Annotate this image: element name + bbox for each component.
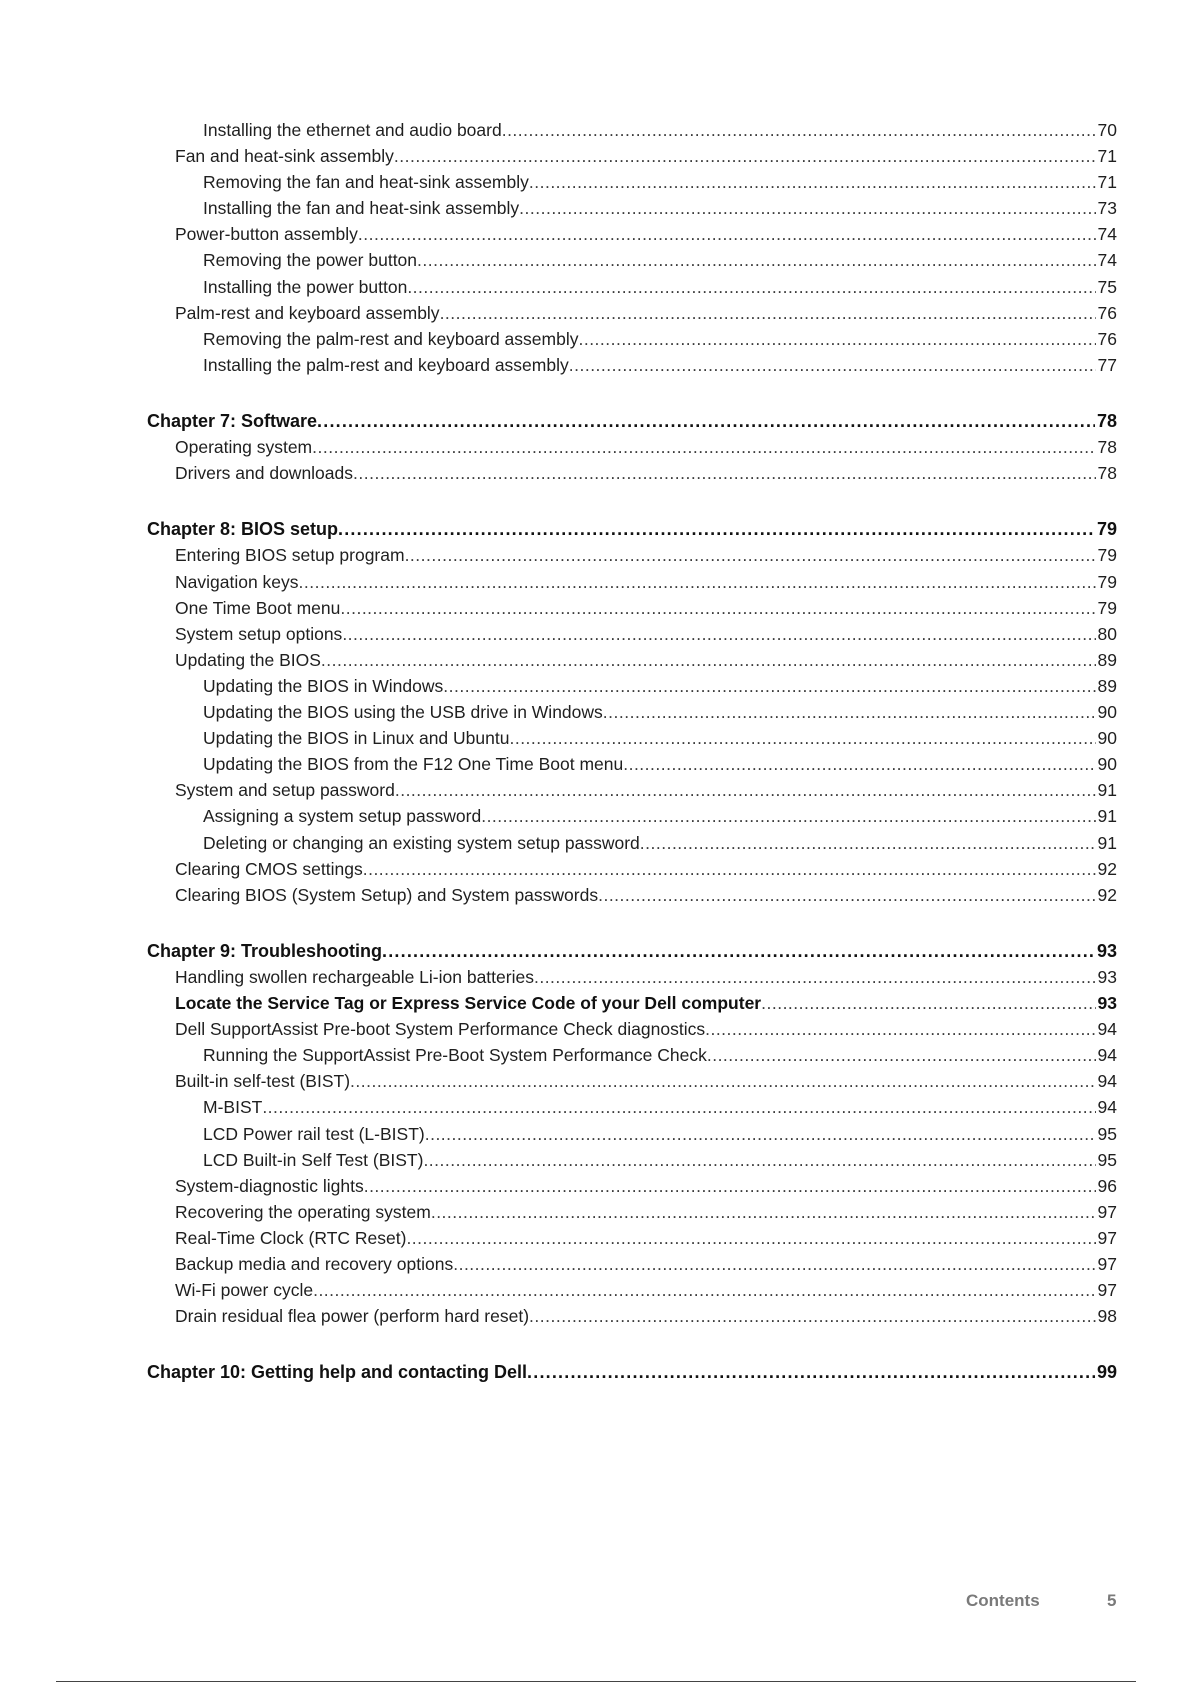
toc-entry-title: Real-Time Clock (RTC Reset) [175, 1228, 407, 1248]
toc-entry[interactable] [175, 570, 1117, 594]
toc-entry[interactable] [203, 170, 1117, 194]
toc-entry-page: 98 [1097, 1306, 1117, 1326]
dot-leader [417, 248, 1096, 272]
toc-entry-title: M-BIST [203, 1097, 263, 1117]
footer-rule [56, 1681, 1136, 1682]
toc-entry-page: 94 [1097, 1045, 1117, 1065]
toc-entry-title: System-diagnostic lights [175, 1176, 364, 1196]
toc-entry-page: 77 [1097, 355, 1117, 375]
dot-leader [519, 196, 1095, 220]
dot-leader [395, 778, 1096, 802]
dot-leader [353, 461, 1096, 485]
toc-entry-title: Removing the power button [203, 250, 418, 270]
toc-entry[interactable] [175, 435, 1117, 459]
toc-entry-title: Deleting or changing an existing system setup password [203, 833, 640, 853]
toc-entry-page: 73 [1097, 198, 1117, 218]
toc-entry-page: 97 [1097, 1254, 1117, 1274]
toc-entry[interactable] [203, 118, 1117, 142]
toc-entry-page: 95 [1097, 1150, 1117, 1170]
toc-entry-title: Recovering the operating system [175, 1202, 431, 1222]
toc-entry[interactable] [203, 1095, 1117, 1119]
toc-entry-title: Handling swollen rechargeable Li-ion batteries [175, 967, 534, 987]
toc-entry[interactable] [203, 1043, 1117, 1067]
footer-section-label: Contents [966, 1591, 1040, 1610]
toc-entry-page: 90 [1097, 728, 1117, 748]
toc-entry[interactable] [175, 1017, 1117, 1041]
toc-entry[interactable] [175, 883, 1117, 907]
toc-entry[interactable] [203, 700, 1117, 724]
toc-entry-page: 97 [1097, 1228, 1117, 1248]
toc-entry-page: 93 [1097, 993, 1117, 1013]
toc-entry-title: Navigation keys [175, 572, 299, 592]
dot-leader [340, 596, 1095, 620]
toc-entry[interactable] [175, 648, 1117, 672]
toc-entry-page: 91 [1097, 833, 1117, 853]
toc-entry-page: 94 [1097, 1019, 1117, 1039]
toc-entry-page: 93 [1097, 967, 1117, 987]
toc-entry-title: Installing the palm-rest and keyboard assembly [203, 355, 569, 375]
toc-entry-title: Power-button assembly [175, 224, 358, 244]
dot-leader [321, 648, 1096, 672]
dot-leader [705, 1017, 1095, 1041]
toc-entry-title: Built-in self-test (BIST) [175, 1071, 351, 1091]
toc-entry[interactable] [175, 144, 1117, 168]
dot-leader [761, 991, 1095, 1015]
toc-entry-title: Chapter 7: Software [147, 411, 318, 431]
dot-leader [394, 144, 1096, 168]
dot-leader [358, 222, 1096, 246]
toc-entry[interactable] [203, 196, 1117, 220]
toc-entry-title: Locate the Service Tag or Express Service Code of your Dell computer [175, 993, 762, 1013]
toc-entry-page: 97 [1097, 1202, 1117, 1222]
dot-leader [578, 327, 1095, 351]
toc-entry-page: 89 [1097, 650, 1117, 670]
dot-leader [423, 1148, 1095, 1172]
toc-entry-page: 80 [1097, 624, 1117, 644]
dot-leader [623, 752, 1095, 776]
dot-leader [502, 118, 1096, 142]
toc-entry[interactable] [175, 778, 1117, 802]
toc-entry-page: 94 [1097, 1097, 1117, 1117]
toc-entry-page: 79 [1097, 598, 1117, 618]
toc-entry[interactable] [203, 353, 1117, 377]
toc-entry[interactable] [203, 275, 1117, 299]
toc-entry-title: Updating the BIOS using the USB drive in Windows [203, 702, 603, 722]
toc-entry[interactable] [175, 461, 1117, 485]
dot-leader [440, 301, 1096, 325]
toc-entry-title: LCD Built-in Self Test (BIST) [203, 1150, 424, 1170]
toc-entry-page: 91 [1097, 806, 1117, 826]
toc-entry-title: One Time Boot menu [175, 598, 341, 618]
toc-entry-title: Updating the BIOS [175, 650, 321, 670]
toc-entry[interactable] [175, 857, 1117, 881]
toc-entry-title: Updating the BIOS in Windows [203, 676, 444, 696]
footer-page-number: 5 [1107, 1591, 1117, 1610]
toc-entry[interactable] [175, 543, 1117, 567]
toc-entry-page: 76 [1097, 329, 1117, 349]
toc-entry-page: 79 [1096, 519, 1117, 539]
toc-entry-page: 90 [1097, 754, 1117, 774]
toc-entry[interactable] [175, 1304, 1117, 1328]
dot-leader [407, 275, 1095, 299]
dot-leader [509, 726, 1095, 750]
toc-entry-title: Backup media and recovery options [175, 1254, 454, 1274]
dot-leader [364, 1174, 1096, 1198]
toc-chapter-entry[interactable] [147, 939, 1117, 963]
toc-entry-page: 94 [1097, 1071, 1117, 1091]
dot-leader [443, 674, 1095, 698]
toc-entry-title: Installing the fan and heat-sink assembly [203, 198, 520, 218]
dot-leader [603, 700, 1096, 724]
toc-entry[interactable] [175, 1200, 1117, 1224]
toc-entry[interactable] [203, 1122, 1117, 1146]
toc-entry[interactable] [203, 752, 1117, 776]
dot-leader [431, 1200, 1096, 1224]
toc-entry-title: Installing the power button [203, 277, 408, 297]
toc-entry-page: 92 [1097, 885, 1117, 905]
toc-entry-page: 96 [1097, 1176, 1117, 1196]
toc-entry[interactable] [175, 622, 1117, 646]
toc-entry-title: Wi-Fi power cycle [175, 1280, 314, 1300]
toc-entry[interactable] [203, 726, 1117, 750]
dot-leader [350, 1069, 1095, 1093]
toc-entry-page: 99 [1096, 1362, 1117, 1382]
toc-entry[interactable] [175, 301, 1117, 325]
toc-entry-title: Drivers and downloads [175, 463, 354, 483]
dot-leader [529, 1304, 1095, 1328]
toc-entry-page: 70 [1097, 120, 1117, 140]
toc-entry[interactable] [175, 1278, 1117, 1302]
toc-entry[interactable] [203, 1148, 1117, 1172]
dot-leader [338, 517, 1095, 541]
toc-entry-page: 95 [1097, 1124, 1117, 1144]
toc-entry-title: System and setup password [175, 780, 395, 800]
toc-entry-title: Assigning a system setup password [203, 806, 482, 826]
dot-leader [342, 622, 1095, 646]
toc-entry-title: Running the SupportAssist Pre-Boot System Performance Check [203, 1045, 707, 1065]
toc-entry-title: Entering BIOS setup program [175, 545, 405, 565]
toc-entry-page: 92 [1097, 859, 1117, 879]
toc-entry-title: LCD Power rail test (L-BIST) [203, 1124, 425, 1144]
toc-entry-title: Chapter 9: Troubleshooting [147, 941, 383, 961]
toc-entry-page: 74 [1097, 224, 1117, 244]
toc-entry-page: 93 [1096, 941, 1117, 961]
toc-entry-title: Palm-rest and keyboard assembly [175, 303, 440, 323]
toc-entry-title: Chapter 8: BIOS setup [147, 519, 339, 539]
toc-entry-title: Updating the BIOS in Linux and Ubuntu [203, 728, 510, 748]
toc-entry[interactable] [175, 596, 1117, 620]
toc-entry[interactable] [203, 248, 1117, 272]
dot-leader [313, 1278, 1095, 1302]
dot-leader [529, 170, 1096, 194]
toc-entry-page: 90 [1097, 702, 1117, 722]
toc-entry-title: Dell SupportAssist Pre-boot System Performance Check diagnostics [175, 1019, 706, 1039]
toc-entry[interactable] [175, 1226, 1117, 1250]
toc-entry-title: Chapter 10: Getting help and contacting Dell [147, 1362, 528, 1382]
toc-entry[interactable] [175, 1069, 1117, 1093]
dot-leader [262, 1095, 1095, 1119]
toc-chapter-entry[interactable] [147, 517, 1117, 541]
dot-leader [317, 409, 1095, 433]
dot-leader [569, 353, 1096, 377]
toc-entry-page: 71 [1097, 146, 1117, 166]
toc-entry-title: Removing the fan and heat-sink assembly [203, 172, 529, 192]
toc-entry-page: 74 [1097, 250, 1117, 270]
toc-entry-title: Installing the ethernet and audio board [203, 120, 502, 140]
toc-entry-page: 91 [1097, 780, 1117, 800]
dot-leader [312, 435, 1095, 459]
toc-entry[interactable] [203, 327, 1117, 351]
toc-entry[interactable] [175, 1174, 1117, 1198]
dot-leader [640, 831, 1096, 855]
dot-leader [405, 543, 1096, 567]
dot-leader [453, 1252, 1095, 1276]
toc-entry[interactable] [203, 831, 1117, 855]
toc-entry-page: 75 [1097, 277, 1117, 297]
toc-entry-title: Updating the BIOS from the F12 One Time Boot menu [203, 754, 624, 774]
toc-entry-page: 71 [1097, 172, 1117, 192]
toc-entry-page: 79 [1097, 545, 1117, 565]
toc-entry[interactable] [203, 804, 1117, 828]
toc-entry[interactable] [175, 965, 1117, 989]
toc-entry-title: Removing the palm-rest and keyboard assembly [203, 329, 579, 349]
toc-entry-title: Clearing BIOS (System Setup) and System passwords [175, 885, 599, 905]
dot-leader [425, 1122, 1096, 1146]
toc-entry-title: Drain residual flea power (perform hard reset) [175, 1306, 530, 1326]
toc-entry-page: 79 [1097, 572, 1117, 592]
toc-entry-title: Clearing CMOS settings [175, 859, 363, 879]
toc-entry-title: System setup options [175, 624, 343, 644]
dot-leader [707, 1043, 1096, 1067]
dot-leader [527, 1360, 1095, 1384]
dot-leader [363, 857, 1096, 881]
dot-leader [299, 570, 1096, 594]
toc-chapter-entry[interactable] [147, 1360, 1117, 1384]
toc-entry-title: Fan and heat-sink assembly [175, 146, 394, 166]
toc-entry[interactable] [175, 1252, 1117, 1276]
toc-entry-page: 78 [1096, 411, 1117, 431]
toc-chapter-entry[interactable] [147, 409, 1117, 433]
dot-leader [406, 1226, 1095, 1250]
toc-entry[interactable] [203, 674, 1117, 698]
toc-entry[interactable] [175, 222, 1117, 246]
toc-entry-title: Operating system [175, 437, 313, 457]
toc-entry[interactable] [175, 991, 1117, 1015]
dot-leader [382, 939, 1095, 963]
toc-entry-page: 76 [1097, 303, 1117, 323]
dot-leader [534, 965, 1096, 989]
toc-entry-page: 78 [1097, 437, 1117, 457]
dot-leader [598, 883, 1095, 907]
toc-entry-page: 78 [1097, 463, 1117, 483]
dot-leader [481, 804, 1095, 828]
toc-entry-page: 97 [1097, 1280, 1117, 1300]
toc-entry-page: 89 [1097, 676, 1117, 696]
